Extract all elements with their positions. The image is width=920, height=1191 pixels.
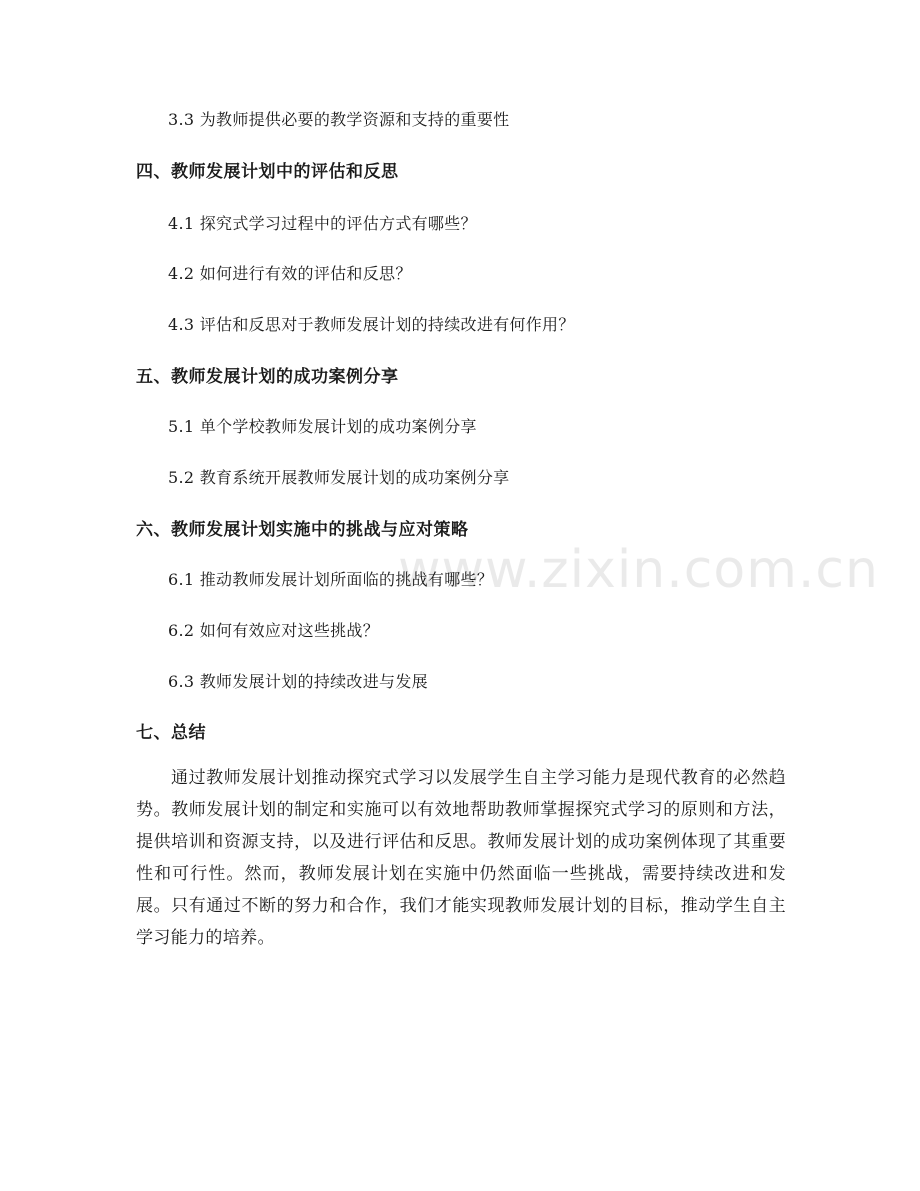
- section-heading-6: 六、教师发展计划实施中的挑战与应对策略: [136, 520, 469, 540]
- subsection-5-2: 5.2 教育系统开展教师发展计划的成功案例分享: [168, 468, 510, 487]
- subsection-5-1: 5.1 单个学校教师发展计划的成功案例分享: [168, 417, 477, 436]
- subsection-4-3: 4.3 评估和反思对于教师发展计划的持续改进有何作用？: [168, 315, 575, 334]
- summary-paragraph: 通过教师发展计划推动探究式学习以发展学生自主学习能力是现代教育的必然趋势。教师发展计划的制定和实施可以有效地帮助教师掌握探究式学习的原则和方法，提供培训和资源支持，以及进行评估和反思。教师发展计划的成功案例体现了其重要性和可行性。然而，教师发展计划在实施中仍然面临一些挑战，需要持续改进和发展。只有通过不断的努力和合作，我们才能实现教师发展计划的目标，推动学生自主学习能力的培养。: [136, 768, 786, 948]
- subsection-6-2: 6.2 如何有效应对这些挑战？: [168, 621, 380, 640]
- subsection-3-3: 3.3 为教师提供必要的教学资源和支持的重要性: [168, 110, 510, 129]
- subsection-4-1: 4.1 探究式学习过程中的评估方式有哪些？: [168, 214, 477, 233]
- section-heading-5: 五、教师发展计划的成功案例分享: [136, 367, 399, 387]
- section-heading-4: 四、教师发展计划中的评估和反思: [136, 162, 399, 182]
- subsection-6-1: 6.1 推动教师发展计划所面临的挑战有哪些？: [168, 570, 494, 589]
- subsection-6-3: 6.3 教师发展计划的持续改进与发展: [168, 672, 428, 691]
- subsection-4-2: 4.2 如何进行有效的评估和反思？: [168, 264, 412, 283]
- section-heading-7: 七、总结: [136, 723, 206, 743]
- watermark: www.zixin.com.cn: [398, 540, 879, 600]
